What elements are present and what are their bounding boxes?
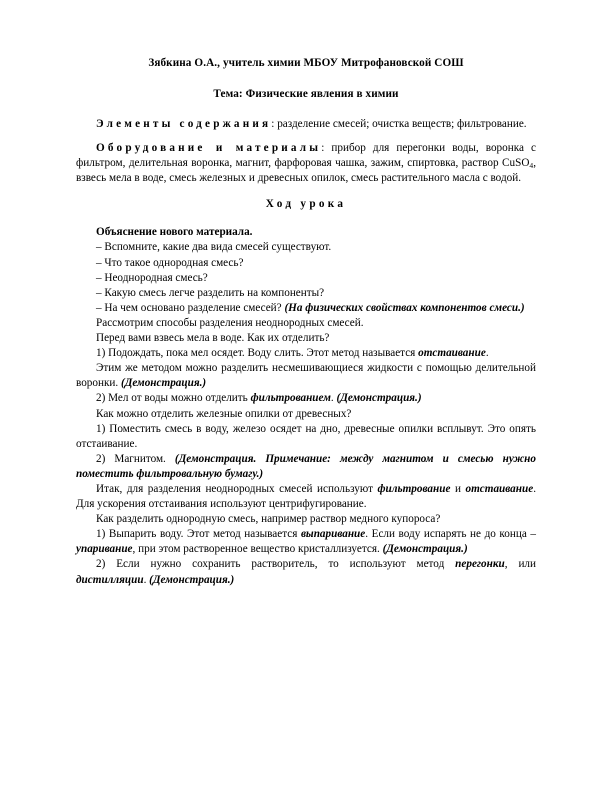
document-topic-heading: Тема: Физические явления в химии [213, 88, 399, 100]
equipment-separator: : [321, 142, 332, 155]
summary-conjunction: и [450, 482, 466, 495]
how-separate-filings-paragraph: Как можно отделить железные опилки от древесных? [96, 407, 352, 420]
equipment-paragraph [76, 141, 536, 186]
consider-methods-paragraph: Рассмотрим способы разделения неоднородных смесей. [96, 316, 364, 329]
summary-tail: . Для ускорения отстаивания используют центрифугирование. [76, 482, 536, 511]
chalk-step-1-text: 1) Подождать, пока мел осядет. Воду слить. Этот метод называется [96, 347, 419, 360]
homogeneous-step-2-term-distillation: дистилляции [76, 573, 144, 586]
question-item: – Вспомните, какие два вида смесей существуют. [96, 241, 332, 254]
question-basis-answer: (На физических свойствах компонентов смеси.) [284, 301, 525, 314]
new-material-heading [76, 225, 536, 240]
document-author-heading: Зябкина О.А., учитель химии МБОУ Митрофановской СОШ [148, 57, 464, 69]
content-elements-text: разделение смесей; очистка веществ; фильтрование. [277, 118, 527, 130]
question-basis-of-separation [76, 301, 536, 316]
chalk-step-2-middle: . [330, 392, 337, 405]
homogeneous-step-1-prefix: 1) Выпарить воду. Этот метод называется [96, 528, 301, 541]
filings-step-2-demo-note: (Демонстрация. Примечание: между магнитом и смесью нужно поместить фильтровальную бумагу.) [76, 452, 536, 480]
chalk-step-2-paragraph [76, 391, 536, 406]
equipment-text-before-formula: прибор для перегонки воды, воронка с фильтром, делительная воронка, магнит, фарфоровая чашка, зажим, спиртовка, раствор CuSO [76, 142, 536, 170]
chalk-step-2-term: фильтрованием [250, 392, 331, 405]
formula-subscript: 4 [529, 161, 534, 171]
summary-prefix: Итак, для разделения неоднородных смесей используют [96, 482, 378, 495]
filings-step-2-prefix: 2) Магнитом. [96, 452, 175, 465]
before-you-paragraph: Перед вами взвесь мела в воде. Как их отделить? [96, 332, 330, 345]
same-method-paragraph [76, 361, 536, 391]
homogeneous-step-2-paragraph [76, 557, 536, 587]
new-material-heading-text: Объяснение нового материала. [96, 226, 253, 239]
homogeneous-step-1-term-evaporation: выпаривание [300, 528, 366, 541]
homogeneous-step-2-demo-note: (Демонстрация.) [149, 573, 235, 586]
same-method-text: Этим же методом можно разделить несмешивающиеся жидкости с помощью делительной воронки. [76, 362, 536, 390]
lesson-course-heading: Ход урока [265, 198, 347, 211]
summary-paragraph [76, 482, 536, 512]
homogeneous-step-1-tail: , при этом растворенное вещество кристаллизуется. [132, 543, 383, 556]
homogeneous-step-1-demo-note: (Демонстрация.) [382, 543, 468, 556]
homogeneous-step-1-paragraph [76, 527, 536, 557]
equipment-lead-in: Оборудование и материалы [96, 142, 322, 155]
chalk-step-1-tail: . [485, 347, 489, 360]
homogeneous-step-1-middle: . Если воду испарять не до конца – [365, 528, 536, 541]
chalk-step-1-term: отстаивание [418, 347, 486, 360]
chalk-step-2-demo-note: (Демонстрация.) [336, 392, 422, 405]
homogeneous-step-1-term-concentration: упаривание [76, 543, 133, 556]
content-elements-separator: : [271, 118, 278, 130]
homogeneous-step-2-prefix: 2) Если нужно сохранить растворитель, то используют метод [96, 558, 456, 571]
how-separate-homogeneous-paragraph: Как разделить однородную смесь, например раствор медного купороса? [96, 513, 441, 526]
question-item: – Неоднородная смесь? [96, 271, 208, 284]
same-method-demo-note: (Демонстрация.) [121, 377, 207, 390]
homogeneous-step-2-term-distillation-ru: перегонки [455, 558, 505, 571]
content-elements-lead-in: Элементы содержания [96, 118, 272, 130]
document-body [76, 56, 536, 588]
summary-term-settling: отстаивание [465, 482, 534, 495]
homogeneous-step-2-middle: , или [504, 558, 536, 571]
homogeneous-step-2-tail: . [143, 573, 150, 586]
chalk-step-1-paragraph [76, 346, 536, 361]
question-item: – Что такое однородная смесь? [96, 256, 244, 269]
filings-step-2-paragraph [76, 452, 536, 482]
filings-step-1-paragraph: 1) Поместить смесь в воду, железо осядет на дно, древесные опилки всплывут. Это опять отстаивание. [76, 422, 536, 450]
question-item: – Какую смесь легче разделить на компоненты? [96, 286, 325, 299]
summary-term-filtration: фильтрование [377, 482, 451, 495]
content-elements-paragraph [76, 117, 536, 132]
equipment-text-after-formula: , взвесь мела в воде, смесь железных и древесных опилок, смесь растительного масла с водой. [76, 157, 536, 185]
chalk-step-2-prefix: 2) Мел от воды можно отделить [96, 392, 251, 405]
question-basis-text: – На чем основано разделение смесей? [96, 301, 285, 314]
